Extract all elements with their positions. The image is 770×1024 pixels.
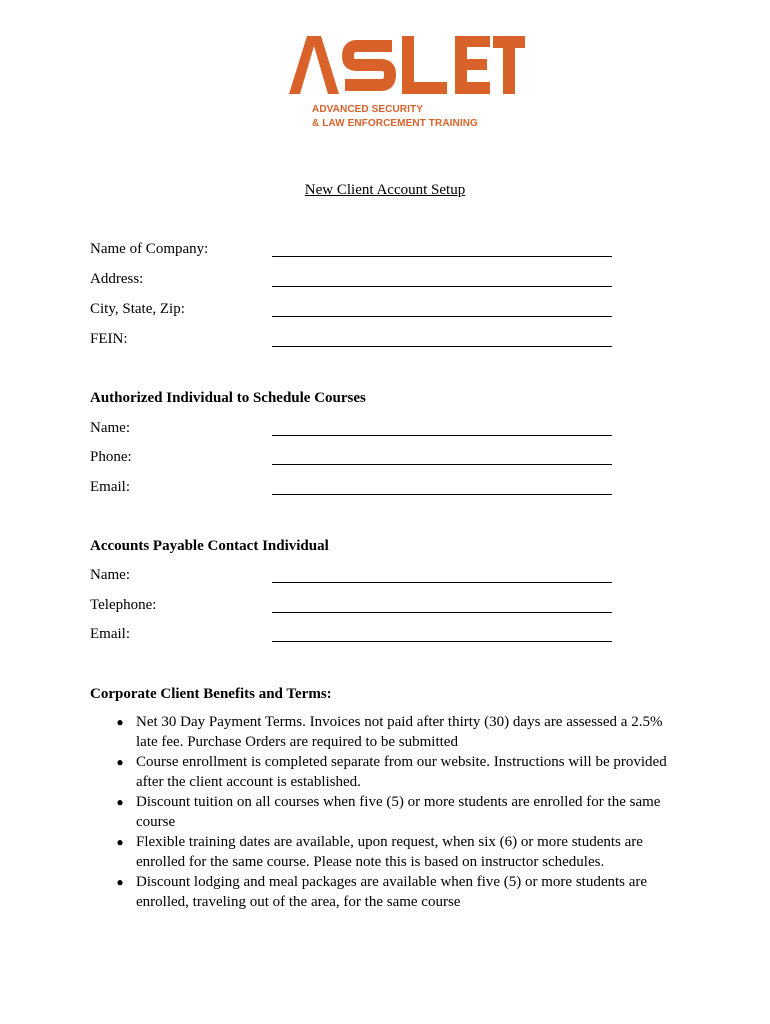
terms-list-item <box>90 832 680 872</box>
payable-telephone-field[interactable] <box>90 595 615 617</box>
scheduler-section-heading: Authorized Individual to Schedule Courses <box>90 390 366 406</box>
terms-list-item <box>90 872 680 912</box>
terms-list <box>90 712 680 912</box>
bullet-icon: ● <box>116 835 124 849</box>
bullet-icon: ● <box>116 795 124 809</box>
terms-item-text: Course enrollment is completed separate from our website. Instructions will be provided after the client account is established. <box>136 754 667 790</box>
fein-blank-line[interactable] <box>272 346 612 347</box>
scheduler-phone-blank-line[interactable] <box>272 464 612 465</box>
company-name-blank-line[interactable] <box>272 256 612 257</box>
fein-label: FEIN: <box>90 331 128 347</box>
scheduler-name-field[interactable] <box>90 418 615 440</box>
logo-tagline-line-1: ADVANCED SECURITY <box>312 104 423 115</box>
payable-telephone-label: Telephone: <box>90 597 157 613</box>
payable-section-heading: Accounts Payable Contact Individual <box>90 538 329 554</box>
terms-item-text: Flexible training dates are available, upon request, when six (6) or more students are enrolled for the same course. Please note this is based on instructor schedules. <box>136 834 643 870</box>
company-name-label: Name of Company: <box>90 241 209 257</box>
payable-name-label: Name: <box>90 567 130 583</box>
scheduler-name-label: Name: <box>90 420 130 436</box>
company-name-field[interactable] <box>90 239 615 261</box>
payable-name-field[interactable] <box>90 565 615 587</box>
terms-list-item <box>90 752 680 792</box>
terms-list-item <box>90 792 680 832</box>
terms-list-item <box>90 712 680 752</box>
terms-section-heading: Corporate Client Benefits and Terms: <box>90 686 332 702</box>
bullet-icon: ● <box>116 715 124 729</box>
address-field[interactable] <box>90 269 615 291</box>
payable-name-blank-line[interactable] <box>272 582 612 583</box>
fein-field[interactable] <box>90 329 615 351</box>
payable-email-field[interactable] <box>90 624 615 646</box>
city-state-zip-label: City, State, Zip: <box>90 301 185 317</box>
terms-item-text: Discount tuition on all courses when five (5) or more students are enrolled for the same course <box>136 794 661 830</box>
payable-telephone-blank-line[interactable] <box>272 612 612 613</box>
bullet-icon: ● <box>116 875 124 889</box>
address-label: Address: <box>90 271 144 287</box>
city-state-zip-field[interactable] <box>90 299 615 321</box>
page-title-text: New Client Account Setup <box>304 182 466 198</box>
payable-email-blank-line[interactable] <box>272 641 612 642</box>
scheduler-email-blank-line[interactable] <box>272 494 612 495</box>
aslet-wordmark <box>285 34 525 94</box>
city-state-zip-blank-line[interactable] <box>272 316 612 317</box>
scheduler-name-blank-line[interactable] <box>272 435 612 436</box>
terms-item-text: Net 30 Day Payment Terms. Invoices not paid after thirty (30) days are assessed a 2.5% late fee. Purchase Orders are required to be submitted <box>136 714 663 750</box>
bullet-icon: ● <box>116 755 124 769</box>
terms-item-text: Discount lodging and meal packages are available when five (5) or more students are enrolled, traveling out of the area, for the same course <box>136 874 648 910</box>
scheduler-phone-label: Phone: <box>90 449 132 465</box>
payable-email-label: Email: <box>90 626 130 642</box>
scheduler-phone-field[interactable] <box>90 447 615 469</box>
aslet-logo <box>285 34 525 132</box>
scheduler-email-field[interactable] <box>90 477 615 499</box>
page-title <box>0 180 770 200</box>
logo-tagline-line-2: & LAW ENFORCEMENT TRAINING <box>312 118 478 129</box>
address-blank-line[interactable] <box>272 286 612 287</box>
scheduler-email-label: Email: <box>90 479 130 495</box>
